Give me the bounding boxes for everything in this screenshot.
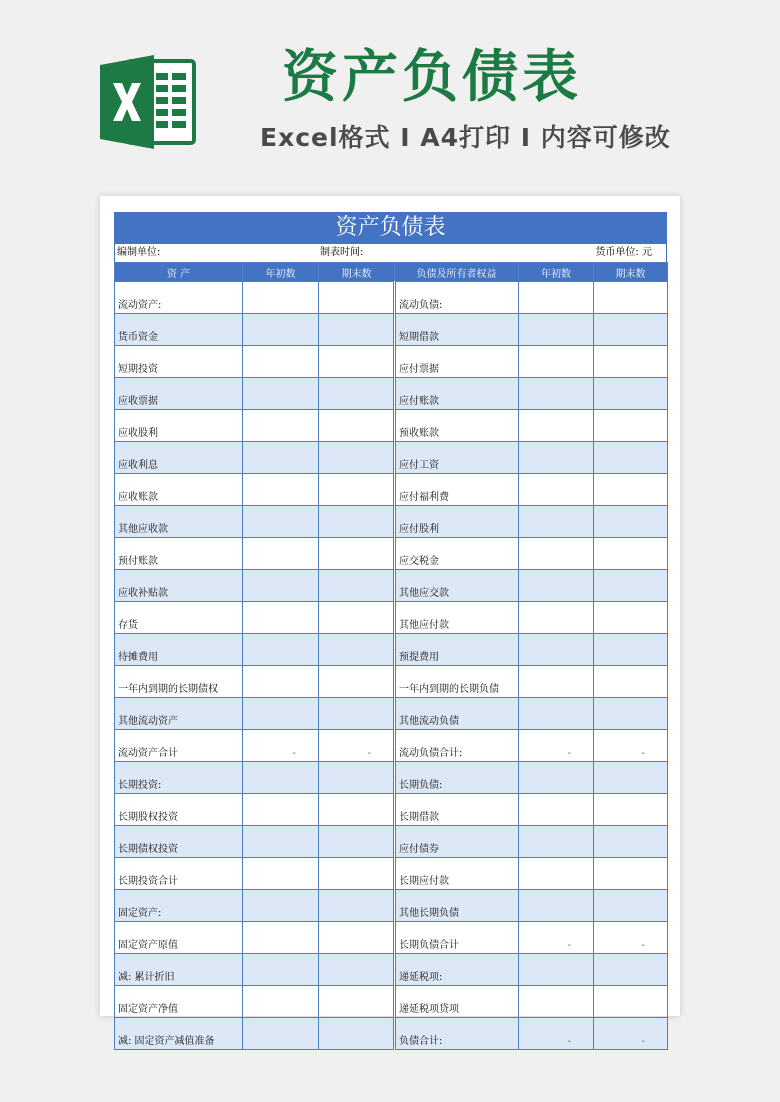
table-row — [115, 666, 668, 698]
liability-end-cell[interactable] — [594, 986, 668, 1018]
liability-begin-cell[interactable] — [519, 826, 594, 858]
asset-begin-cell[interactable] — [243, 282, 319, 314]
sheet-paper — [100, 196, 680, 1047]
asset-begin-cell[interactable] — [243, 314, 319, 346]
table-row — [115, 794, 668, 826]
liability-end-cell[interactable] — [594, 570, 668, 602]
asset-end-cell[interactable] — [319, 282, 395, 314]
table-row — [115, 570, 668, 602]
liability-end-cell[interactable] — [594, 794, 668, 826]
asset-end-cell[interactable] — [319, 346, 395, 378]
asset-end-cell[interactable] — [319, 442, 395, 474]
asset-label-cell[interactable]: 一年内到期的长期债权 — [115, 666, 243, 698]
table-row — [115, 698, 668, 730]
asset-label-cell[interactable]: 应收股利 — [115, 410, 243, 442]
liability-end-cell[interactable] — [594, 410, 668, 442]
liability-end-cell[interactable] — [594, 378, 668, 410]
unit-label: 编制单位: — [117, 247, 161, 258]
asset-end-cell[interactable] — [319, 858, 395, 890]
liability-label-cell[interactable]: 应付账款 — [395, 378, 519, 410]
col-header-liabilities: 负债及所有者权益 — [395, 263, 519, 282]
liability-end-cell[interactable] — [594, 762, 668, 794]
liability-end-cell[interactable] — [594, 634, 668, 666]
liability-label-cell[interactable]: 应付股利 — [395, 506, 519, 538]
asset-end-cell[interactable] — [319, 890, 395, 922]
table-row — [115, 282, 668, 314]
asset-label-cell[interactable]: 长期股权投资 — [115, 794, 243, 826]
asset-end-cell[interactable] — [319, 570, 395, 602]
asset-begin-cell[interactable] — [243, 794, 319, 826]
liability-label-cell[interactable]: 预收账款 — [395, 410, 519, 442]
asset-label-cell[interactable]: 其他流动资产 — [115, 698, 243, 730]
liability-begin-cell[interactable] — [519, 410, 594, 442]
asset-end-cell[interactable] — [319, 314, 395, 346]
liability-begin-cell[interactable] — [519, 794, 594, 826]
liability-begin-cell[interactable] — [519, 762, 594, 794]
page-subtitle: Excel格式 I A4打印 I 内容可修改 — [260, 123, 671, 152]
balance-table — [114, 262, 668, 1050]
asset-label-cell[interactable]: 应收账款 — [115, 474, 243, 506]
table-row — [115, 954, 668, 986]
asset-begin-cell[interactable] — [243, 602, 319, 634]
asset-begin-cell[interactable] — [243, 442, 319, 474]
liability-begin-cell[interactable] — [519, 986, 594, 1018]
asset-end-cell[interactable] — [319, 954, 395, 986]
asset-begin-cell[interactable] — [243, 506, 319, 538]
asset-begin-cell[interactable] — [243, 474, 319, 506]
sheet-meta — [114, 244, 667, 262]
asset-label-cell[interactable]: 减: 固定资产减值准备 — [115, 1018, 243, 1050]
asset-begin-cell[interactable] — [243, 858, 319, 890]
asset-begin-cell[interactable] — [243, 922, 319, 954]
table-row — [115, 378, 668, 410]
asset-label-cell[interactable]: 应收票据 — [115, 378, 243, 410]
asset-begin-cell[interactable] — [243, 570, 319, 602]
asset-label-cell[interactable]: 减: 累计折旧 — [115, 954, 243, 986]
liability-begin-cell[interactable] — [519, 858, 594, 890]
asset-end-cell[interactable] — [319, 538, 395, 570]
col-header-liab-begin: 年初数 — [519, 263, 594, 282]
table-row — [115, 314, 668, 346]
table-row — [115, 922, 668, 954]
asset-label-cell[interactable]: 长期投资合计 — [115, 858, 243, 890]
asset-end-cell[interactable]: - — [319, 730, 395, 762]
liability-begin-cell[interactable] — [519, 378, 594, 410]
asset-begin-cell[interactable] — [243, 762, 319, 794]
table-row — [115, 858, 668, 890]
liability-end-cell[interactable] — [594, 474, 668, 506]
asset-begin-cell[interactable] — [243, 826, 319, 858]
liability-begin-cell[interactable] — [519, 442, 594, 474]
liability-end-cell[interactable] — [594, 282, 668, 314]
liability-end-cell[interactable] — [594, 698, 668, 730]
liability-label-cell[interactable]: 应付票据 — [395, 346, 519, 378]
liability-label-cell[interactable]: 流动负债: — [395, 282, 519, 314]
col-header-asset-end: 期末数 — [319, 263, 395, 282]
asset-end-cell[interactable] — [319, 410, 395, 442]
table-row — [115, 538, 668, 570]
currency-label: 货币单位: 元 — [595, 247, 652, 258]
asset-begin-cell[interactable] — [243, 890, 319, 922]
liability-end-cell[interactable] — [594, 506, 668, 538]
asset-begin-cell[interactable] — [243, 410, 319, 442]
asset-label-cell[interactable]: 其他应收款 — [115, 506, 243, 538]
asset-label-cell[interactable]: 预付账款 — [115, 538, 243, 570]
liability-end-cell[interactable]: - — [594, 922, 668, 954]
asset-label-cell[interactable]: 流动资产合计 — [115, 730, 243, 762]
table-row — [115, 346, 668, 378]
col-header-assets: 资 产 — [115, 263, 243, 282]
liability-label-cell[interactable]: 长期借款 — [395, 794, 519, 826]
liability-begin-cell[interactable] — [519, 474, 594, 506]
liability-begin-cell[interactable]: - — [519, 922, 594, 954]
table-row — [115, 890, 668, 922]
asset-end-cell[interactable] — [319, 762, 395, 794]
asset-label-cell[interactable]: 应收利息 — [115, 442, 243, 474]
liability-label-cell[interactable]: 长期负债合计 — [395, 922, 519, 954]
asset-label-cell[interactable]: 固定资产: — [115, 890, 243, 922]
table-row — [115, 986, 668, 1018]
asset-begin-cell[interactable] — [243, 538, 319, 570]
asset-begin-cell[interactable] — [243, 986, 319, 1018]
asset-end-cell[interactable] — [319, 378, 395, 410]
liability-label-cell[interactable]: 应付债券 — [395, 826, 519, 858]
liability-label-cell[interactable]: 一年内到期的长期负债 — [395, 666, 519, 698]
asset-end-cell[interactable] — [319, 474, 395, 506]
liability-begin-cell[interactable]: - — [519, 730, 594, 762]
asset-begin-cell[interactable] — [243, 698, 319, 730]
asset-begin-cell[interactable] — [243, 1018, 319, 1050]
liability-begin-cell[interactable] — [519, 890, 594, 922]
liability-label-cell[interactable]: 流动负债合计: — [395, 730, 519, 762]
liability-begin-cell[interactable] — [519, 538, 594, 570]
liability-end-cell[interactable]: - — [594, 1018, 668, 1050]
liability-begin-cell[interactable] — [519, 602, 594, 634]
table-row — [115, 410, 668, 442]
liability-end-cell[interactable] — [594, 858, 668, 890]
table-row — [115, 826, 668, 858]
asset-label-cell[interactable]: 存货 — [115, 602, 243, 634]
liability-label-cell[interactable]: 递延税项贷项 — [395, 986, 519, 1018]
asset-begin-cell[interactable] — [243, 346, 319, 378]
liability-end-cell[interactable] — [594, 826, 668, 858]
liability-end-cell[interactable] — [594, 666, 668, 698]
table-row — [115, 1018, 668, 1050]
liability-begin-cell[interactable] — [519, 570, 594, 602]
liability-label-cell[interactable]: 其他流动负债 — [395, 698, 519, 730]
balance-sheet — [114, 212, 667, 1050]
liability-label-cell[interactable]: 长期应付款 — [395, 858, 519, 890]
asset-label-cell[interactable]: 固定资产净值 — [115, 986, 243, 1018]
liability-end-cell[interactable]: - — [594, 730, 668, 762]
asset-end-cell[interactable] — [319, 506, 395, 538]
liability-label-cell[interactable]: 应交税金 — [395, 538, 519, 570]
asset-end-cell[interactable] — [319, 986, 395, 1018]
asset-label-cell[interactable]: 长期债权投资 — [115, 826, 243, 858]
liability-label-cell[interactable]: 短期借款 — [395, 314, 519, 346]
page-title: 资产负债表 — [282, 45, 582, 110]
liability-label-cell[interactable]: 其他应付款 — [395, 602, 519, 634]
liability-end-cell[interactable] — [594, 954, 668, 986]
liability-end-cell[interactable] — [594, 346, 668, 378]
liability-label-cell[interactable]: 负债合计: — [395, 1018, 519, 1050]
asset-end-cell[interactable] — [319, 922, 395, 954]
date-label: 制表时间: — [320, 247, 364, 258]
liability-end-cell[interactable] — [594, 890, 668, 922]
liability-label-cell[interactable]: 递延税项: — [395, 954, 519, 986]
col-header-liab-end: 期末数 — [594, 263, 668, 282]
asset-end-cell[interactable] — [319, 1018, 395, 1050]
asset-begin-cell[interactable] — [243, 954, 319, 986]
liability-begin-cell[interactable] — [519, 314, 594, 346]
asset-end-cell[interactable] — [319, 826, 395, 858]
liability-end-cell[interactable] — [594, 602, 668, 634]
table-row — [115, 506, 668, 538]
liability-label-cell[interactable]: 预提费用 — [395, 634, 519, 666]
table-header — [115, 263, 668, 282]
liability-end-cell[interactable] — [594, 538, 668, 570]
liability-end-cell[interactable] — [594, 314, 668, 346]
liability-begin-cell[interactable] — [519, 346, 594, 378]
liability-begin-cell[interactable] — [519, 954, 594, 986]
table-row — [115, 602, 668, 634]
asset-end-cell[interactable] — [319, 698, 395, 730]
liability-end-cell[interactable] — [594, 442, 668, 474]
liability-begin-cell[interactable]: - — [519, 1018, 594, 1050]
liability-begin-cell[interactable] — [519, 634, 594, 666]
liability-begin-cell[interactable] — [519, 698, 594, 730]
sheet-title: 资产负债表 — [114, 212, 667, 244]
asset-begin-cell[interactable] — [243, 666, 319, 698]
table-row — [115, 474, 668, 506]
liability-begin-cell[interactable] — [519, 282, 594, 314]
asset-label-cell[interactable]: 待摊费用 — [115, 634, 243, 666]
asset-label-cell[interactable]: 短期投资 — [115, 346, 243, 378]
liability-label-cell[interactable]: 长期负债: — [395, 762, 519, 794]
table-row — [115, 762, 668, 794]
table-row — [115, 442, 668, 474]
asset-begin-cell[interactable] — [243, 634, 319, 666]
liability-begin-cell[interactable] — [519, 666, 594, 698]
liability-label-cell[interactable]: 应付福利费 — [395, 474, 519, 506]
asset-end-cell[interactable] — [319, 794, 395, 826]
excel-logo-icon — [100, 55, 198, 149]
asset-label-cell[interactable]: 应收补贴款 — [115, 570, 243, 602]
liability-label-cell[interactable]: 其他长期负债 — [395, 890, 519, 922]
liability-begin-cell[interactable] — [519, 506, 594, 538]
asset-end-cell[interactable] — [319, 602, 395, 634]
liability-label-cell[interactable]: 其他应交款 — [395, 570, 519, 602]
col-header-asset-begin: 年初数 — [243, 263, 319, 282]
asset-end-cell[interactable] — [319, 666, 395, 698]
asset-end-cell[interactable] — [319, 634, 395, 666]
asset-label-cell[interactable]: 货币资金 — [115, 314, 243, 346]
table-row — [115, 730, 668, 762]
asset-begin-cell[interactable]: - — [243, 730, 319, 762]
liability-label-cell[interactable]: 应付工资 — [395, 442, 519, 474]
asset-label-cell[interactable]: 流动资产: — [115, 282, 243, 314]
asset-label-cell[interactable]: 固定资产原值 — [115, 922, 243, 954]
table-row — [115, 634, 668, 666]
asset-begin-cell[interactable] — [243, 378, 319, 410]
asset-label-cell[interactable]: 长期投资: — [115, 762, 243, 794]
